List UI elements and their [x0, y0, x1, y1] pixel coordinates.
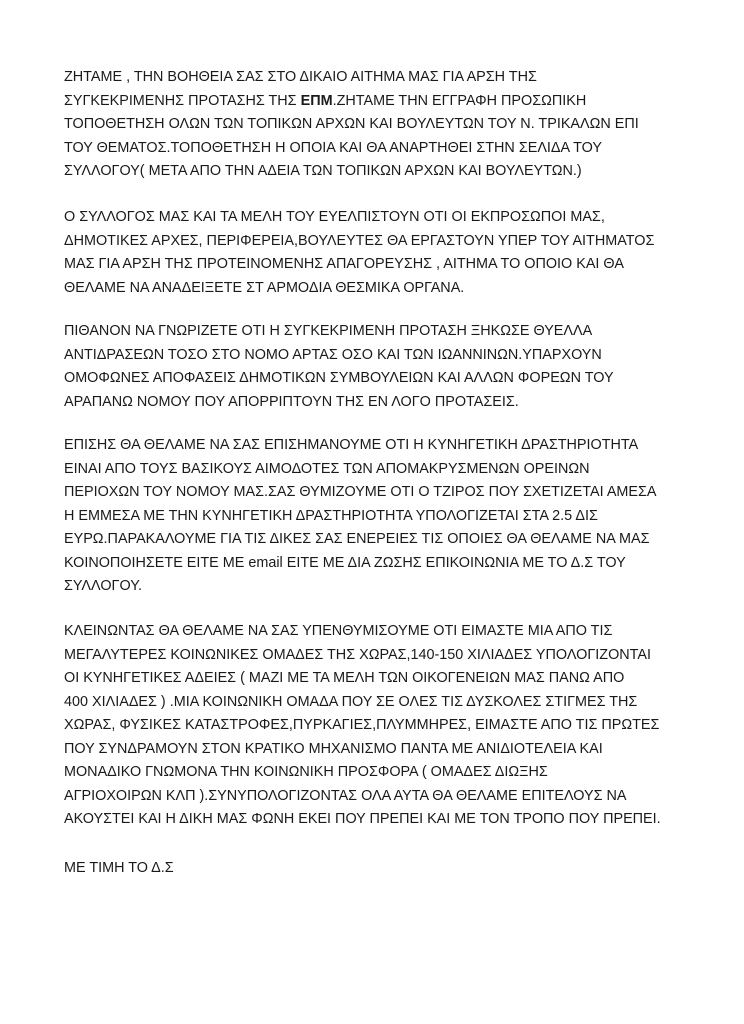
text-line: ΧΩΡΑΣ, ΦΥΣΙΚΕΣ ΚΑΤΑΣΤΡΟΦΕΣ,ΠΥΡΚΑΓΙΕΣ,ΠΛΥΜΜΗΡΕΣ, ΕΙΜΑΣΤΕ ΑΠΟ ΤΙΣ ΠΡΩΤΕΣ	[64, 717, 660, 733]
signature-line	[64, 857, 714, 881]
text-line: ΜΕΓΑΛΥΤΕΡΕΣ ΚΟΙΝΩΝΙΚΕΣ ΟΜΑΔΕΣ ΤΗΣ ΧΩΡΑΣ,140-150 ΧΙΛΙΑΔΕΣ ΥΠΟΛΟΓΙΖΟΝΤΑΙ	[64, 646, 651, 663]
text-line: ΑΡΑΠΑΝΩ ΝΟΜΟΥ ΠΟΥ ΑΠΟΡΡΙΠΤΟΥΝ ΤΗΣ ΕΝ ΛΟΓΟ ΠΡΟΤΑΣΕΙΣ.	[64, 393, 519, 410]
text-line: ΣΥΓΚΕΚΡΙΜΕΝΗΣ ΠΡΟΤΑΣΗΣ ΤΗΣ ΕΠΜ.ΖΗΤΑΜΕ ΤΗΝ ΕΓΓΡΑΦΗ ΠΡΟΣΩΠΙΚΗ	[64, 92, 587, 109]
text-line: ΕΙΝΑΙ ΑΠΟ ΤΟΥΣ ΒΑΣΙΚΟΥΣ ΑΙΜΟΔΟΤΕΣ ΤΩΝ ΑΠΟΜΑΚΡΥΣΜΕΝΩΝ ΟΡΕΙΝΩΝ	[64, 460, 590, 477]
paragraph-closing	[64, 620, 714, 832]
text-line: ΑΚΟΥΣΤΕΙ ΚΑΙ Η ΔΙΚΗ ΜΑΣ ΦΩΝΗ ΕΚΕΙ ΠΟΥ ΠΡΕΠΕΙ ΚΑΙ ΜΕ ΤΟΝ ΤΡΟΠΟ ΠΟΥ ΠΡΕΠΕΙ.	[64, 811, 661, 827]
text-line: ΚΟΙΝΟΠΟΙΗΣΕΤΕ ΕΙΤΕ ΜΕ email ΕΙΤΕ ΜΕ ΔΙΑ ΖΩΣΗΣ ΕΠΙΚΟΙΝΩΝΙΑ ΜΕ ΤΟ Δ.Σ ΤΟΥ	[64, 554, 626, 571]
text-line: ΠΟΥ ΣΥΝΔΡΑΜΟΥΝ ΣΤΟΝ ΚΡΑΤΙΚΟ ΜΗΧΑΝΙΣΜΟ ΠΑΝΤΑ ΜΕ ΑΝΙΔΙΟΤΕΛΕΙΑ ΚΑΙ	[64, 740, 603, 757]
text-line: ΣΥΛΛΟΓΟΥ.	[64, 578, 142, 594]
text-line: ΑΝΤΙΔΡΑΣΕΩΝ ΤΟΣΟ ΣΤΟ ΝΟΜΟ ΑΡΤΑΣ ΟΣΟ ΚΑΙ ΤΩΝ ΙΩΑΝΝΙΝΩΝ.ΥΠΑΡΧΟΥΝ	[64, 346, 602, 363]
paragraph-reactions	[64, 320, 714, 414]
text-line: ΟΜΟΦΩΝΕΣ ΑΠΟΦΑΣΕΙΣ ΔΗΜΟΤΙΚΩΝ ΣΥΜΒΟΥΛΕΙΩΝ ΚΑΙ ΑΛΛΩΝ ΦΟΡΕΩΝ ΤΟΥ	[64, 370, 614, 386]
text-line: ΔΗΜΟΤΙΚΕΣ ΑΡΧΕΣ, ΠΕΡΙΦΕΡΕΙΑ,ΒΟΥΛΕΥΤΕΣ ΘΑ ΕΡΓΑΣΤΟΥΝ ΥΠΕΡ ΤΟΥ ΑΙΤΗΜΑΤΟΣ	[64, 232, 655, 249]
text-line: ΜΕ ΤΙΜΗ ΤΟ Δ.Σ	[64, 860, 174, 876]
paragraph-economy	[64, 434, 714, 599]
text-line: ΣΥΛΛΟΓΟΥ( ΜΕΤΑ ΑΠΟ ΤΗΝ ΑΔΕΙΑ ΤΩΝ ΤΟΠΙΚΩΝ ΑΡΧΩΝ ΚΑΙ ΒΟΥΛΕΥΤΩΝ.)	[64, 163, 582, 179]
text-line: ΜΑΣ ΓΙΑ ΑΡΣΗ ΤΗΣ ΠΡΟΤΕΙΝΟΜΕΝΗΣ ΑΠΑΓΟΡΕΥΣΗΣ , ΑΙΤΗΜΑ ΤΟ ΟΠΟΙΟ ΚΑΙ ΘΑ	[64, 256, 624, 272]
text-line: ΖΗΤΑΜΕ , ΤΗΝ ΒΟΗΘΕΙΑ ΣΑΣ ΣΤΟ ΔΙΚΑΙΟ ΑΙΤΗΜΑ ΜΑΣ ΓΙΑ ΑΡΣΗ ΤΗΣ	[64, 69, 537, 85]
bold-acronym: ΕΠΜ	[300, 92, 333, 109]
paragraph-request	[64, 66, 714, 184]
text-line: ΑΓΡΙΟΧΟΙΡΩΝ ΚΛΠ ).ΣΥΝΥΠΟΛΟΓΙΖΟΝΤΑΣ ΟΛΑ ΑΥΤΑ ΘΑ ΘΕΛΑΜΕ ΕΠΙΤΕΛΟΥΣ ΝΑ	[64, 787, 627, 804]
text-line: ΕΠΙΣΗΣ ΘΑ ΘΕΛΑΜΕ ΝΑ ΣΑΣ ΕΠΙΣΗΜΑΝΟΥΜΕ ΟΤΙ Η ΚΥΝΗΓΕΤΙΚΗ ΔΡΑΣΤΗΡΙΟΤΗΤΑ	[64, 437, 639, 453]
text-line: ΟΙ ΚΥΝΗΓΕΤΙΚΕΣ ΑΔΕΙΕΣ ( ΜΑΖΙ ΜΕ ΤΑ ΜΕΛΗ ΤΩΝ ΟΙΚΟΓΕΝΕΙΩΝ ΜΑΣ ΠΑΝΩ ΑΠΟ	[64, 670, 625, 686]
text-line: ΤΟΥ ΘΕΜΑΤΟΣ.ΤΟΠΟΘΕΤΗΣΗ Η ΟΠΟΙΑ ΚΑΙ ΘΑ ΑΝΑΡΤΗΘΕΙ ΣΤΗΝ ΣΕΛΙΔΑ ΤΟΥ	[64, 139, 602, 156]
paragraph-hope	[64, 206, 714, 300]
text-line: 400 ΧΙΛΙΑΔΕΣ ) .ΜΙΑ ΚΟΙΝΩΝΙΚΗ ΟΜΑΔΑ ΠΟΥ ΣΕ ΟΛΕΣ ΤΙΣ ΔΥΣΚΟΛΕΣ ΣΤΙΓΜΕΣ ΤΗΣ	[64, 693, 638, 710]
text-line: Ο ΣΥΛΛΟΓΟΣ ΜΑΣ ΚΑΙ ΤΑ ΜΕΛΗ ΤΟΥ ΕΥΕΛΠΙΣΤΟΥΝ ΟΤΙ ΟΙ ΕΚΠΡΟΣΩΠΟΙ ΜΑΣ,	[64, 209, 605, 225]
text-line: ΚΛΕΙΝΩΝΤΑΣ ΘΑ ΘΕΛΑΜΕ ΝΑ ΣΑΣ ΥΠΕΝΘΥΜΙΣΟΥΜΕ ΟΤΙ ΕΙΜΑΣΤΕ ΜΙΑ ΑΠΟ ΤΙΣ	[64, 623, 613, 639]
text-line: ΘΕΛΑΜΕ ΝΑ ΑΝΑΔΕΙΞΕΤΕ ΣΤ ΑΡΜΟΔΙΑ ΘΕΣΜΙΚΑ ΟΡΓΑΝΑ.	[64, 279, 465, 296]
text-line: ΤΟΠΟΘΕΤΗΣΗ ΟΛΩΝ ΤΩΝ ΤΟΠΙΚΩΝ ΑΡΧΩΝ ΚΑΙ ΒΟΥΛΕΥΤΩΝ ΤΟΥ Ν. ΤΡΙΚΑΛΩΝ ΕΠΙ	[64, 116, 639, 132]
text-line: Η ΕΜΜΕΣΑ ΜΕ ΤΗΝ ΚΥΝΗΓΕΤΙΚΗ ΔΡΑΣΤΗΡΙΟΤΗΤΑ ΥΠΟΛΟΓΙΖΕΤΑΙ ΣΤΑ 2.5 ΔΙΣ	[64, 507, 598, 524]
text-line: ΠΕΡΙΟΧΩΝ ΤΟΥ ΝΟΜΟΥ ΜΑΣ.ΣΑΣ ΘΥΜΙΖΟΥΜΕ ΟΤΙ Ο ΤΖΙΡΟΣ ΠΟΥ ΣΧΕΤΙΖΕΤΑΙ ΑΜΕΣΑ	[64, 484, 657, 500]
text-line: ΠΙΘΑΝΟΝ ΝΑ ΓΝΩΡΙΖΕΤΕ ΟΤΙ Η ΣΥΓΚΕΚΡΙΜΕΝΗ ΠΡΟΤΑΣΗ ΞΗΚΩΣΕ ΘΥΕΛΛΑ	[64, 323, 593, 339]
text-line: ΜΟΝΑΔΙΚΟ ΓΝΩΜΟΝΑ ΤΗΝ ΚΟΙΝΩΝΙΚΗ ΠΡΟΣΦΟΡΑ ( ΟΜΑΔΕΣ ΔΙΩΞΗΣ	[64, 764, 548, 780]
text-line: ΕΥΡΩ.ΠΑΡΑΚΑΛΟΥΜΕ ΓΙΑ ΤΙΣ ΔΙΚΕΣ ΣΑΣ ΕΝΕΡΕΙΕΣ ΤΙΣ ΟΠΟΙΕΣ ΘΑ ΘΕΛΑΜΕ ΝΑ ΜΑΣ	[64, 531, 650, 547]
